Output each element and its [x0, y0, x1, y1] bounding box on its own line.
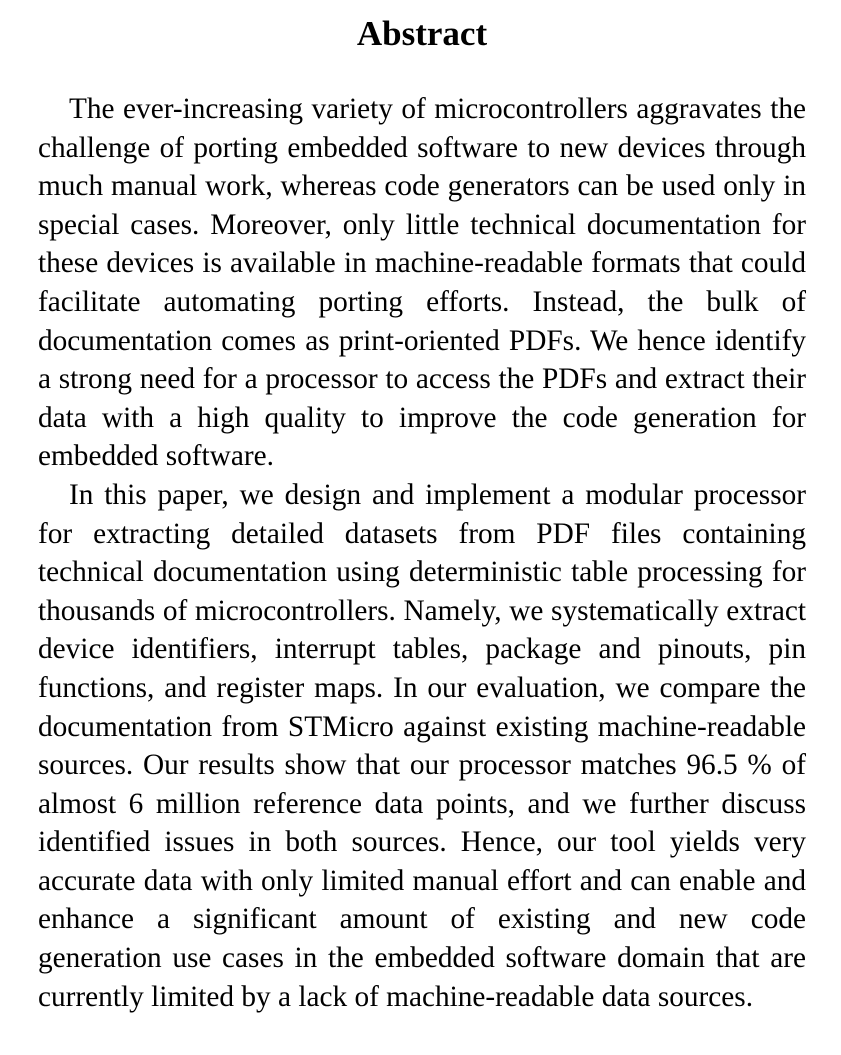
abstract-paragraph-2: In this paper, we design and implement a modular processor for extracting detailed datasets from PDF files containing technical documentation using deterministic table processing for thousands of microcontrollers. Namely, we systematically extract device identifiers, interrupt tables, package and pinouts, pin functions, and register maps. In our evaluation, we compare the documentation from STMicro against existing machine-readable sources. Our results show that our processor matches 96.5 % of almost 6 million reference data points, and we further discuss identified issues in both sources. Hence, our tool yields very accurate data with only limited manual effort and can enable and enhance a significant amount of existing and new code generation use cases in the embedded software domain that are currently limited by a lack of machine-readable data sources. [38, 478, 806, 1013]
abstract-heading: Abstract [356, 14, 488, 53]
abstract-paragraph-1: The ever-increasing variety of microcontrollers aggravates the challenge of porting embedded software to new devices through much manual work, whereas code generators can be used only in special cases. Moreover, only little technical documentation for these devices is available in machine-readable formats that could facilitate automating porting efforts. Instead, the bulk of documentation comes as print-oriented PDFs. We hence identify a strong need for a processor to access the PDFs and extract their data with a high quality to improve the code generation for embedded software. [38, 93, 806, 473]
abstract-page [38, 0, 806, 1016]
